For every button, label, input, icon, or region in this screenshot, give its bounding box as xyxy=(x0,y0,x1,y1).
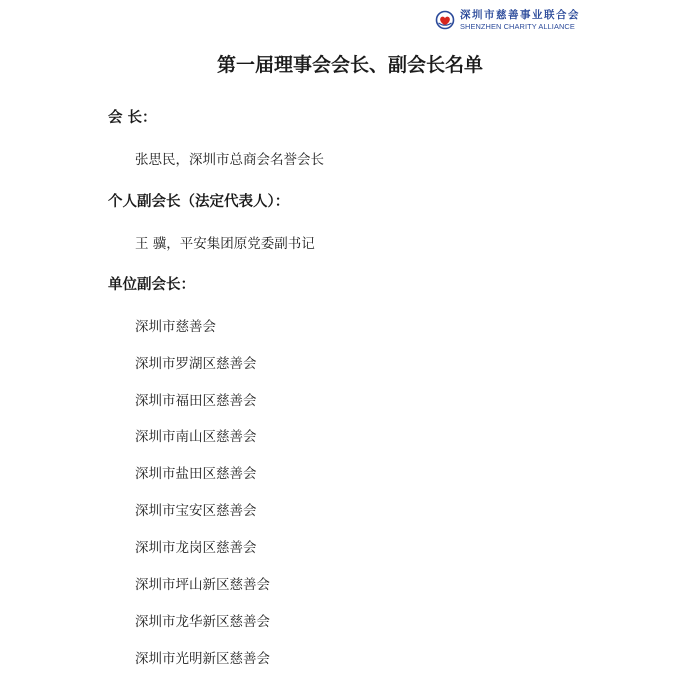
unit-vp-entry: 深圳市坪山新区慈善会 xyxy=(135,577,270,593)
charity-alliance-logo-icon xyxy=(435,10,455,30)
unit-vp-entry: 深圳市龙岗区慈善会 xyxy=(135,540,257,556)
unit-vp-entry: 深圳市盐田区慈善会 xyxy=(135,466,257,482)
logo-english-name: SHENZHEN CHARITY ALLIANCE xyxy=(460,21,575,31)
logo-text xyxy=(460,10,580,30)
president-entry: 张思民，深圳市总商会名誉会长 xyxy=(135,152,324,168)
unit-vp-entry: 深圳市罗湖区慈善会 xyxy=(135,356,257,372)
unit-vp-entry: 深圳市福田区慈善会 xyxy=(135,393,257,409)
unit-vp-entry: 深圳市龙华新区慈善会 xyxy=(135,614,270,630)
unit-vp-heading: 单位副会长： xyxy=(108,276,195,293)
document-title: 第一届理事会会长、副会长名单 xyxy=(216,54,483,76)
unit-vp-entry: 深圳市南山区慈善会 xyxy=(135,429,257,445)
logo-chinese-name: 深圳市慈善事业联合会 xyxy=(460,9,580,22)
header-logo xyxy=(435,10,580,30)
president-heading: 会 长： xyxy=(108,109,157,126)
individual-vp-entry: 王 骥，平安集团原党委副书记 xyxy=(135,236,315,252)
individual-vp-heading: 个人副会长（法定代表人）： xyxy=(108,193,290,210)
unit-vp-entry: 深圳市光明新区慈善会 xyxy=(135,651,270,667)
unit-vp-entry: 深圳市慈善会 xyxy=(135,319,216,335)
unit-vp-entry: 深圳市宝安区慈善会 xyxy=(135,503,257,519)
